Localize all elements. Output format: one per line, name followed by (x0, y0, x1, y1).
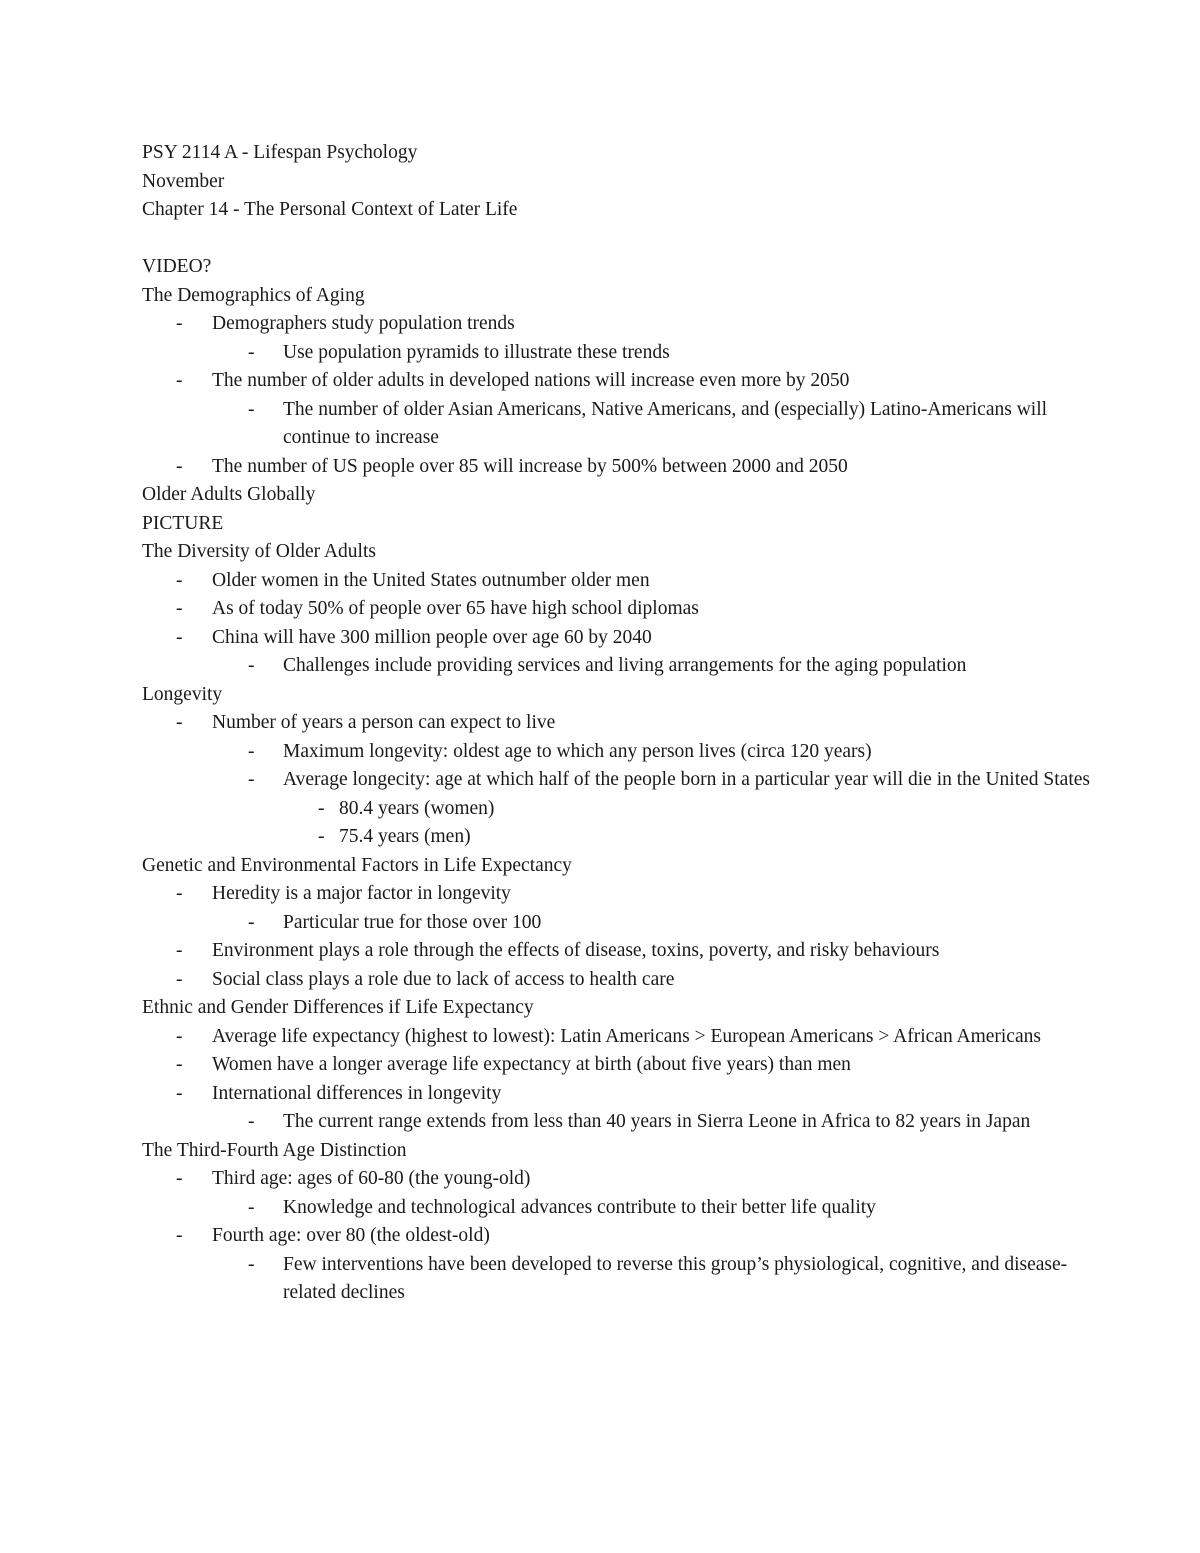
bullet-marker: - (248, 1196, 255, 1218)
bullet-text: Environment plays a role through the effects of disease, toxins, poverty, and risky behaviours (212, 940, 940, 961)
bullet-text: Women have a longer average life expectancy at birth (about five years) than men (212, 1054, 851, 1075)
bullet-item-level-2 (142, 1108, 1102, 1137)
section-heading: Ethnic and Gender Differences if Life Expectancy (142, 997, 534, 1018)
bullet-marker: - (176, 1168, 183, 1189)
section-heading: The Demographics of Aging (142, 284, 365, 306)
bullet-text: Third age: ages of 60-80 (the young-old) (212, 1168, 531, 1189)
bullet-marker: - (248, 341, 255, 363)
bullet-item-level-1 (142, 453, 1102, 482)
bullet-marker: - (248, 1253, 255, 1275)
bullet-marker: - (176, 968, 183, 990)
bullet-marker: - (318, 797, 325, 819)
course-title: PSY 2114 A - Lifespan Psychology (142, 142, 418, 163)
bullet-marker: - (176, 569, 183, 591)
section-heading: Longevity (142, 683, 223, 705)
bullet-text: Older women in the United States outnumber older men (212, 569, 650, 591)
bullet-text: Heredity is a major factor in longevity (212, 883, 511, 904)
bullet-marker: - (248, 398, 255, 420)
bullet-text: The number of US people over 85 will increase by 500% between 2000 and 2050 (212, 455, 848, 477)
bullet-item-level-1 (142, 310, 1102, 339)
bullet-item-level-2 (142, 766, 1102, 795)
blank-line (142, 225, 1102, 254)
bullet-marker: - (176, 313, 183, 334)
bullet-item-level-1 (142, 1222, 1102, 1251)
bullet-marker: - (176, 626, 183, 648)
bullet-item-level-1 (142, 567, 1102, 596)
bullet-item-level-2 (142, 909, 1102, 938)
bullet-marker: - (248, 769, 255, 790)
bullet-item-level-2 (142, 1251, 1102, 1308)
bullet-item-level-1 (142, 1165, 1102, 1194)
bullet-marker: - (176, 883, 183, 904)
bullet-item-level-3 (142, 823, 1102, 852)
bullet-item-level-1 (142, 595, 1102, 624)
date-line: November (142, 170, 225, 192)
bullet-text: Few interventions have been developed to reverse this group’s physiological, cognitive, and disease-related declines (283, 1253, 1068, 1303)
bullet-item-level-1 (142, 966, 1102, 995)
bullet-item-level-1 (142, 937, 1102, 966)
section-heading: The Third-Fourth Age Distinction (142, 1139, 407, 1161)
bullet-text: Average life expectancy (highest to lowest): Latin Americans > European Americans > African Americans (212, 1025, 1041, 1047)
bullet-text: Number of years a person can expect to live (212, 712, 556, 733)
bullet-text: Average longecity: age at which half of the people born in a particular year will die in the United States (283, 769, 1090, 790)
section-heading: The Diversity of Older Adults (142, 541, 376, 562)
bullet-marker: - (176, 1082, 183, 1104)
bullet-text: International differences in longevity (212, 1082, 502, 1104)
bullet-text: 75.4 years (men) (339, 826, 471, 847)
bullet-text: The number of older Asian Americans, Native Americans, and (especially) Latino-Americans will continue to increase (283, 398, 1048, 448)
bullet-marker: - (318, 826, 325, 847)
bullet-text: Demographers study population trends (212, 313, 515, 334)
bullet-item-level-1 (142, 709, 1102, 738)
bullet-text: 80.4 years (women) (339, 797, 495, 819)
chapter-title: Chapter 14 - The Personal Context of Later Life (142, 199, 518, 220)
bullet-text: Use population pyramids to illustrate these trends (283, 341, 670, 363)
bullet-text: Social class plays a role due to lack of access to health care (212, 968, 675, 990)
bullet-text: Fourth age: over 80 (the oldest-old) (212, 1225, 490, 1246)
bullet-marker: - (176, 1225, 183, 1246)
bullet-item-level-1 (142, 880, 1102, 909)
bullet-item-level-2 (142, 652, 1102, 681)
bullet-item-level-1 (142, 1023, 1102, 1052)
bullet-item-level-1 (142, 624, 1102, 653)
bullet-text: China will have 300 million people over age 60 by 2040 (212, 626, 652, 648)
bullet-text: The current range extends from less than 40 years in Sierra Leone in Africa to 82 years in Japan (283, 1111, 1031, 1132)
bullet-text: As of today 50% of people over 65 have high school diplomas (212, 598, 699, 619)
bullet-marker: - (176, 940, 183, 961)
bullet-text: Particular true for those over 100 (283, 911, 542, 933)
bullet-item-level-2 (142, 396, 1102, 453)
bullet-text: Maximum longevity: oldest age to which any person lives (circa 120 years) (283, 740, 872, 762)
bullet-item-level-2 (142, 738, 1102, 767)
bullet-item-level-3 (142, 795, 1102, 824)
bullet-item-level-1 (142, 1080, 1102, 1109)
bullet-text: The number of older adults in developed nations will increase even more by 2050 (212, 370, 850, 391)
bullet-item-level-2 (142, 1194, 1102, 1223)
section-heading: PICTURE (142, 512, 224, 534)
bullet-text: Knowledge and technological advances contribute to their better life quality (283, 1196, 876, 1218)
bullet-marker: - (176, 370, 183, 391)
bullet-marker: - (176, 598, 183, 619)
bullet-marker: - (248, 655, 255, 676)
notes-body (142, 253, 1102, 1308)
bullet-marker: - (176, 1025, 183, 1047)
bullet-marker: - (248, 1111, 255, 1132)
section-heading: Older Adults Globally (142, 484, 316, 505)
bullet-marker: - (248, 911, 255, 933)
document-page (142, 139, 1102, 1308)
bullet-marker: - (176, 455, 183, 477)
bullet-text: Challenges include providing services and living arrangements for the aging population (283, 655, 967, 676)
bullet-item-level-2 (142, 339, 1102, 368)
bullet-item-level-1 (142, 1051, 1102, 1080)
bullet-marker: - (248, 740, 255, 762)
section-heading: Genetic and Environmental Factors in Life Expectancy (142, 854, 572, 876)
bullet-marker: - (176, 1054, 183, 1075)
bullet-item-level-1 (142, 367, 1102, 396)
section-heading: VIDEO? (142, 256, 212, 277)
bullet-marker: - (176, 712, 183, 733)
